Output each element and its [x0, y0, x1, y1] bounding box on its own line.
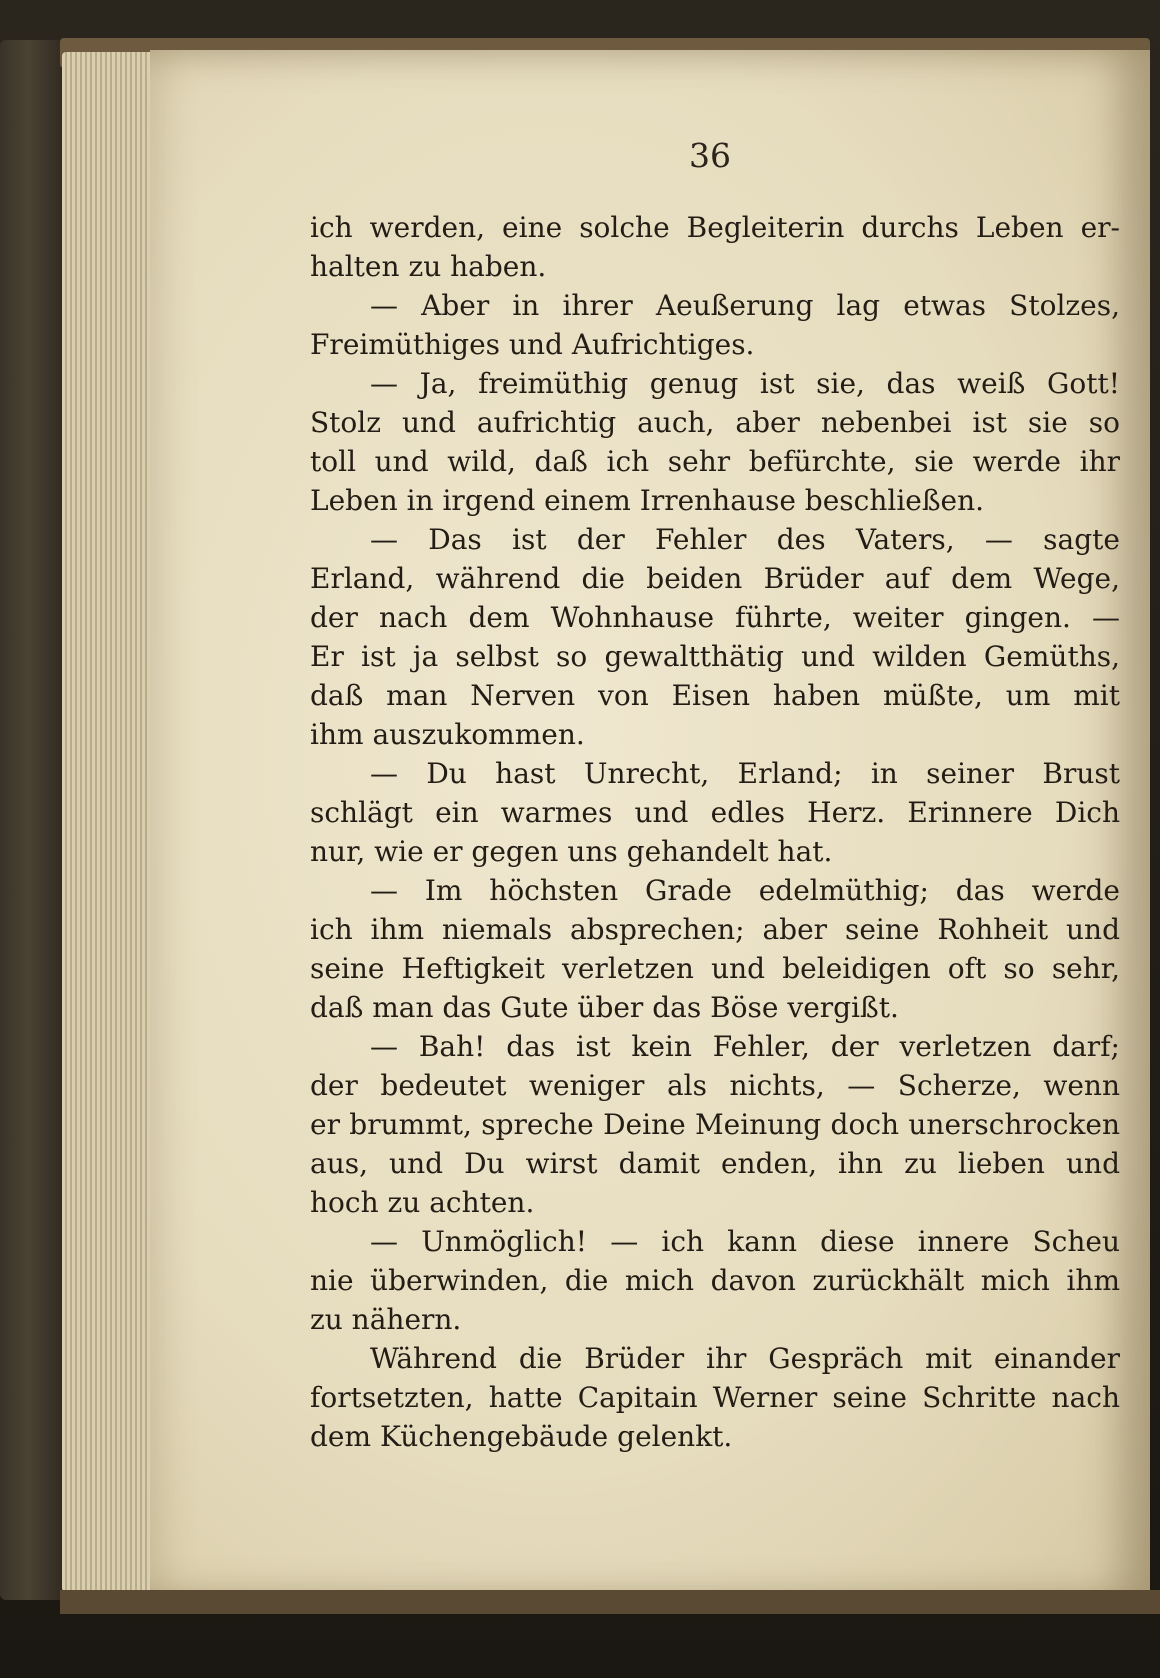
- text-line: nur, wie er gegen uns gehandelt hat.: [310, 835, 833, 868]
- text-line: Freimüthiges und Aufrichtiges.: [310, 328, 755, 361]
- text-line: — Aber in ihrer Aeußerung lag etwas Stolzes,: [370, 289, 1120, 322]
- text-line: daß man Nerven von Eisen haben müßte, um mit: [310, 679, 1120, 712]
- text-line: hoch zu achten.: [310, 1186, 535, 1219]
- text-line: zu nähern.: [310, 1303, 462, 1336]
- text-line: toll und wild, daß ich sehr befürchte, sie werde ihr: [310, 445, 1120, 478]
- text-line: Erland, während die beiden Brüder auf dem Wege,: [310, 562, 1120, 595]
- text-line: aus, und Du wirst damit enden, ihn zu lieben und: [310, 1147, 1120, 1180]
- text-line: — Das ist der Fehler des Vaters, — sagte: [370, 523, 1120, 556]
- text-line: der nach dem Wohnhause führte, weiter gingen. —: [310, 601, 1120, 634]
- text-line: Stolz und aufrichtig auch, aber nebenbei ist sie so: [310, 406, 1120, 439]
- text-line: der bedeutet weniger als nichts, — Scherze, wenn: [310, 1069, 1120, 1102]
- text-line: nie überwinden, die mich davon zurückhält mich ihm: [310, 1264, 1120, 1297]
- text-line: seine Heftigkeit verletzen und beleidigen oft so sehr,: [310, 952, 1120, 985]
- text-line: ich werden, eine solche Begleiterin durchs Leben er-: [310, 211, 1120, 244]
- text-line: — Im höchsten Grade edelmüthig; das werde: [370, 874, 1120, 907]
- book-cover: [0, 40, 70, 1600]
- body-text: [310, 208, 1120, 1456]
- text-line: schlägt ein warmes und edles Herz. Erinnere Dich: [310, 796, 1120, 829]
- book-cover-bottom-edge: [60, 1590, 1160, 1614]
- text-line: — Ja, freimüthig genug ist sie, das weiß Gott!: [370, 367, 1120, 400]
- text-line: halten zu haben.: [310, 250, 547, 283]
- text-line: Leben in irgend einem Irrenhause beschließen.: [310, 484, 985, 517]
- text-line: — Du hast Unrecht, Erland; in seiner Brust: [370, 757, 1120, 790]
- text-line: — Bah! das ist kein Fehler, der verletzen darf;: [370, 1030, 1120, 1063]
- text-line: dem Küchengebäude gelenkt.: [310, 1420, 733, 1453]
- page-number: 36: [689, 136, 731, 175]
- text-line: er brummt, spreche Deine Meinung doch unerschrocken: [310, 1108, 1120, 1141]
- text-line: Er ist ja selbst so gewaltthätig und wilden Gemüths,: [310, 640, 1120, 673]
- text-line: — Unmöglich! — ich kann diese innere Scheu: [370, 1225, 1120, 1258]
- text-line: fortsetzten, hatte Capitain Werner seine Schritte nach: [310, 1381, 1120, 1414]
- text-line: ich ihm niemals absprechen; aber seine Rohheit und: [310, 913, 1120, 946]
- text-line: Während die Brüder ihr Gespräch mit einander: [370, 1342, 1120, 1375]
- text-line: ihm auszukommen.: [310, 718, 585, 751]
- text-line: daß man das Gute über das Böse vergißt.: [310, 991, 899, 1024]
